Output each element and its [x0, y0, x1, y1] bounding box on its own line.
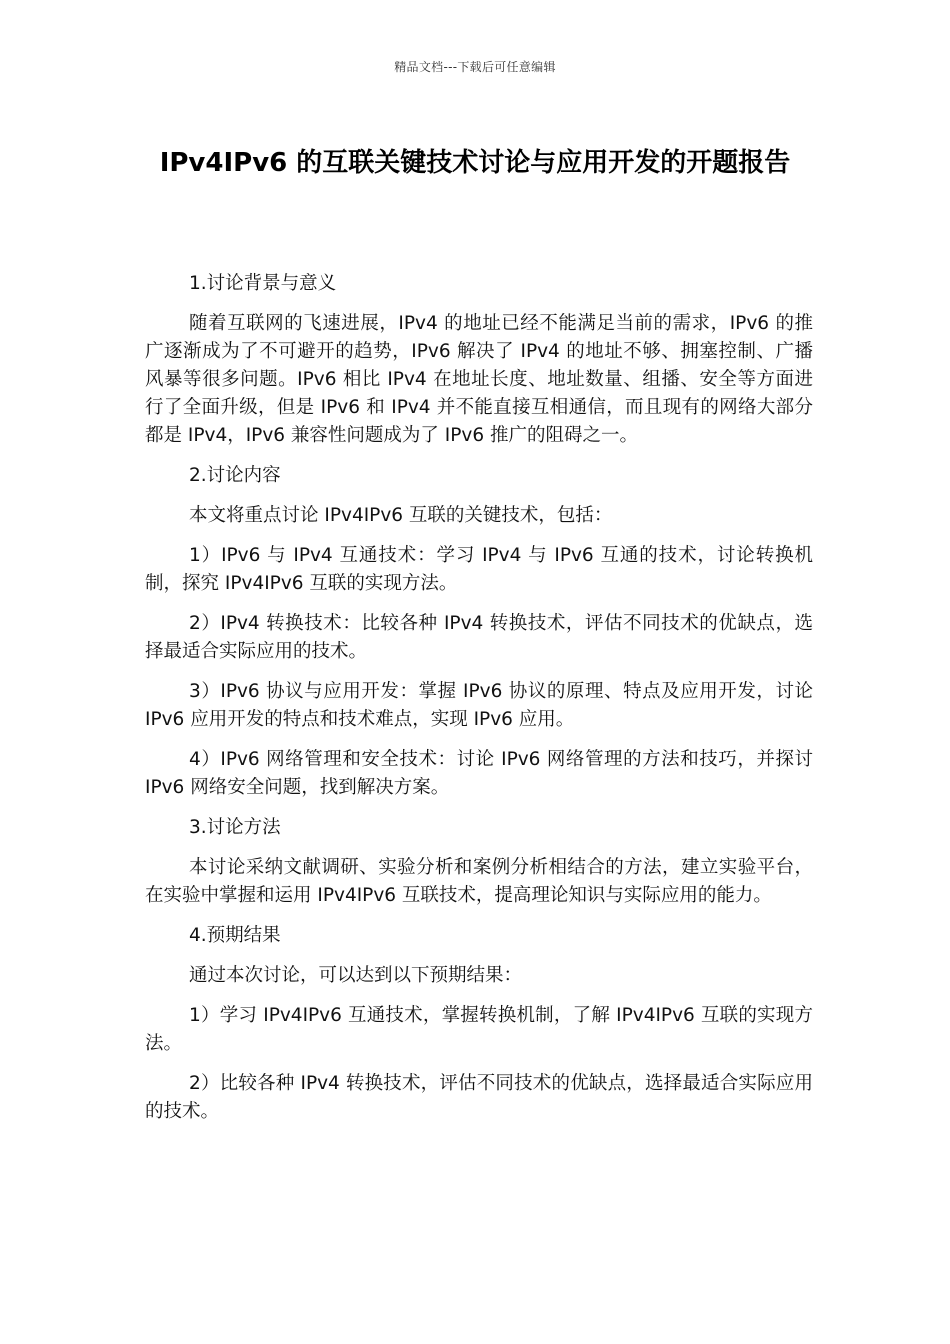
- section-heading-background: 1.讨论背景与意义: [189, 273, 337, 294]
- paragraph-content-intro: 本文将重点讨论 IPv4IPv6 互联的关键技术，包括：: [189, 505, 613, 526]
- list-item-2: 2）IPv4 转换技术：比较各种 IPv4 转换技术，评估不同技术的优缺点，选择最适合实际应用的技术。: [145, 613, 813, 662]
- header-note: 精品文档---下载后可任意编辑: [394, 60, 556, 74]
- section-heading-results: 4.预期结果: [189, 925, 281, 946]
- list-item-3: 3）IPv6 协议与应用开发：掌握 IPv6 协议的原理、特点及应用开发，讨论 IPv6 应用开发的特点和技术难点，实现 IPv6 应用。: [145, 681, 813, 730]
- list-item-4: 4）IPv6 网络管理和安全技术：讨论 IPv6 网络管理的方法和技巧，并探讨 IPv6 网络安全问题，找到解决方案。: [145, 749, 813, 798]
- paragraph-method: 本讨论采纳文献调研、实验分析和案例分析相结合的方法，建立实验平台，在实验中掌握和运用 IPv4IPv6 互联技术，提高理论知识与实际应用的能力。: [145, 857, 813, 906]
- section-heading-method: 3.讨论方法: [189, 817, 281, 838]
- list-item-1: 1）IPv6 与 IPv4 互通技术：学习 IPv4 与 IPv6 互通的技术，讨论转换机制，探究 IPv4IPv6 互联的实现方法。: [145, 545, 813, 594]
- document-title: IPv4IPv6 的互联关键技术讨论与应用开发的开题报告: [159, 148, 791, 178]
- paragraph-background: 随着互联网的飞速进展，IPv4 的地址已经不能满足当前的需求，IPv6 的推广逐渐成为了不可避开的趋势，IPv6 解决了 IPv4 的地址不够、拥塞控制、广播风暴等很多问题。IPv6 相比 IPv4 在地址长度、地址数量、组播、安全等方面进行了全面升级，但是 IPv6 和 IPv4 并不能直接互相通信，而且现有的网络大部分都是 IPv4，IPv6 兼容性问题成为了 IPv6 推广的阻碍之一。: [145, 313, 813, 446]
- result-item-2: 2）比较各种 IPv4 转换技术，评估不同技术的优缺点，选择最适合实际应用的技术。: [145, 1073, 813, 1122]
- section-heading-content: 2.讨论内容: [189, 465, 281, 486]
- document-body: [145, 270, 813, 1126]
- result-item-1: 1）学习 IPv4IPv6 互通技术，掌握转换机制，了解 IPv4IPv6 互联的实现方法。: [145, 1005, 813, 1054]
- paragraph-results-intro: 通过本次讨论，可以达到以下预期结果：: [189, 965, 523, 986]
